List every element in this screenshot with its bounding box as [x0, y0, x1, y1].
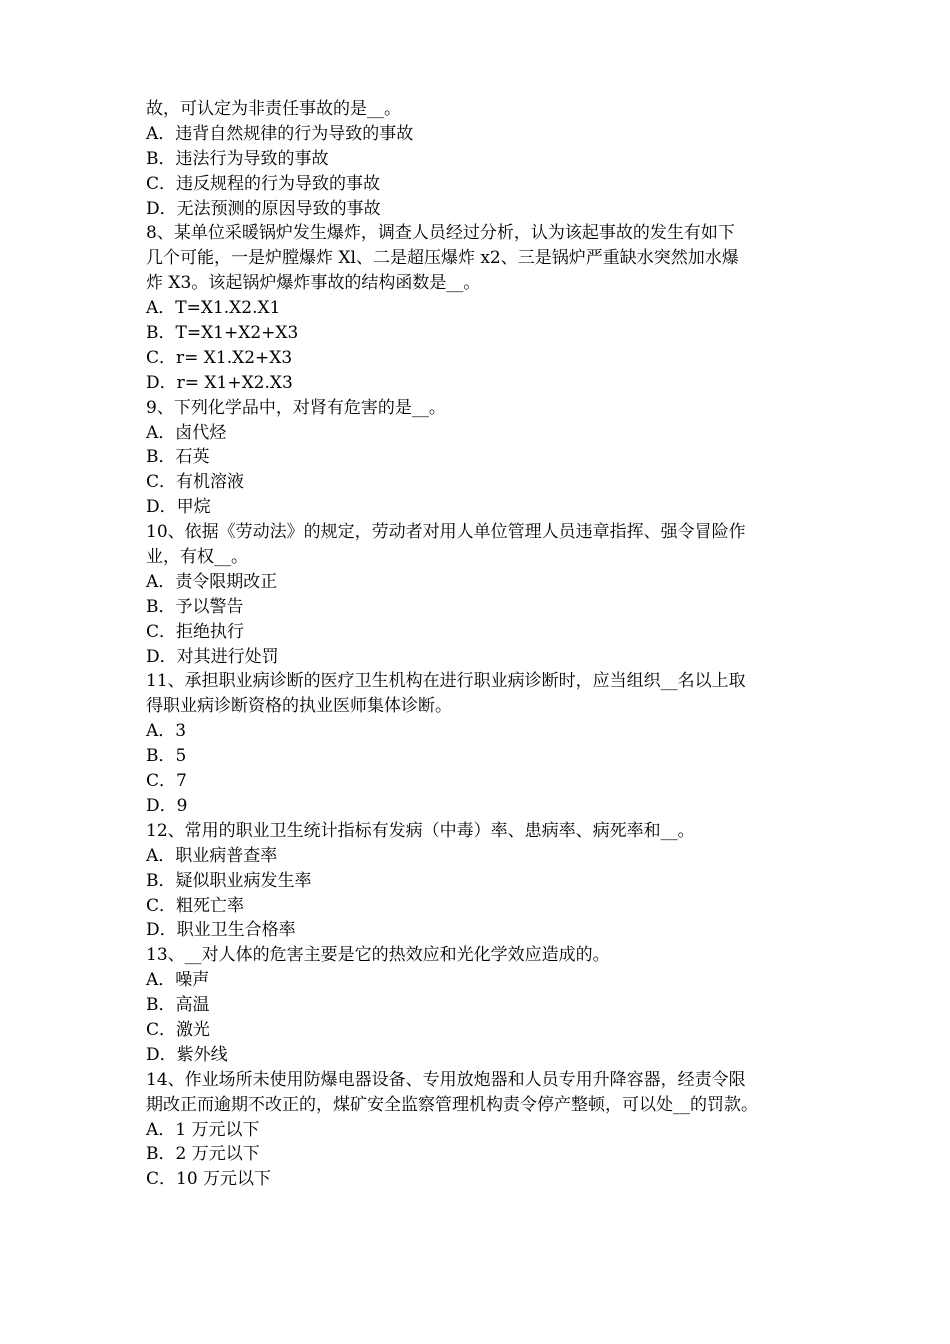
q14-option-a: A．1 万元以下 [146, 1119, 260, 1140]
q13-option-d: D．紫外线 [146, 1044, 228, 1065]
q7-option-d: D．无法预测的原因导致的事故 [146, 198, 381, 219]
q13-option-c: C．激光 [146, 1019, 211, 1040]
q8-stem-line-3: 炸 X3。该起锅炉爆炸事故的结构函数是__。 [146, 273, 481, 294]
document-page [146, 97, 826, 1192]
q10-stem-line-2: 业，有权__。 [146, 547, 248, 568]
q9-option-d: D．甲烷 [146, 497, 211, 518]
q11-option-a: A．3 [146, 721, 187, 742]
q13-stem: 13、__对人体的危害主要是它的热效应和光化学效应造成的。 [146, 945, 610, 966]
q8-stem-line-2: 几个可能，一是炉膛爆炸 Xl、二是超压爆炸 x2、三是锅炉严重缺水突然加水爆 [146, 248, 739, 269]
q7-stem-end: 故，可认定为非责任事故的是__。 [146, 99, 401, 119]
q9-option-a: A．卤代烃 [146, 422, 227, 443]
q12-stem: 12、常用的职业卫生统计指标有发病（中毒）率、患病率、病死率和__。 [146, 820, 695, 841]
q12-option-c: C．粗死亡率 [146, 895, 245, 916]
q8-option-b: B．T=X1+X2+X3 [146, 323, 299, 344]
q11-option-c: C．7 [146, 771, 187, 792]
q11-option-b: B．5 [146, 746, 187, 767]
q7-option-c: C．违反规程的行为导致的事故 [146, 173, 381, 194]
q12-option-b: B．疑似职业病发生率 [146, 870, 312, 891]
q13-option-b: B．高温 [146, 995, 210, 1016]
q9-option-c: C．有机溶液 [146, 472, 245, 493]
q8-option-d: D．r= X1+X2.X3 [146, 372, 293, 393]
q11-stem-line-2: 得职业病诊断资格的执业医师集体诊断。 [146, 696, 452, 717]
q14-stem-line-2: 期改正而逾期不改正的，煤矿安全监察管理机构责令停产整顿，可以处__的罚款。 [146, 1094, 758, 1115]
q12-option-d: D．职业卫生合格率 [146, 920, 296, 941]
q10-option-c: C．拒绝执行 [146, 621, 245, 642]
q14-option-b: B．2 万元以下 [146, 1144, 260, 1165]
q10-stem-line-1: 10、依据《劳动法》的规定，劳动者对用人单位管理人员违章指挥、强令冒险作 [146, 522, 746, 543]
q7-option-b: B．违法行为导致的事故 [146, 148, 329, 169]
q10-option-a: A．责令限期改正 [146, 571, 278, 592]
q14-stem-line-1: 14、作业场所未使用防爆电器设备、专用放炮器和人员专用升降容器，经责令限 [146, 1069, 746, 1090]
q8-option-a: A．T=X1.X2.X1 [146, 298, 281, 319]
q8-stem-line-1: 8、某单位采暖锅炉发生爆炸，调查人员经过分析，认为该起事故的发生有如下 [146, 223, 735, 244]
q11-option-d: D．9 [146, 795, 188, 816]
q14-option-c: C．10 万元以下 [146, 1169, 272, 1190]
q7-option-a: A．违背自然规律的行为导致的事故 [146, 123, 414, 144]
q10-option-d: D．对其进行处罚 [146, 646, 279, 667]
q9-option-b: B．石英 [146, 447, 210, 468]
q8-option-c: C．r= X1.X2+X3 [146, 347, 293, 368]
q10-option-b: B．予以警告 [146, 596, 244, 617]
q9-stem: 9、下列化学品中，对肾有危害的是__。 [146, 397, 446, 418]
q12-option-a: A．职业病普查率 [146, 845, 278, 866]
q11-stem-line-1: 11、承担职业病诊断的医疗卫生机构在进行职业病诊断时，应当组织__名以上取 [146, 671, 746, 692]
q13-option-a: A．噪声 [146, 970, 210, 991]
